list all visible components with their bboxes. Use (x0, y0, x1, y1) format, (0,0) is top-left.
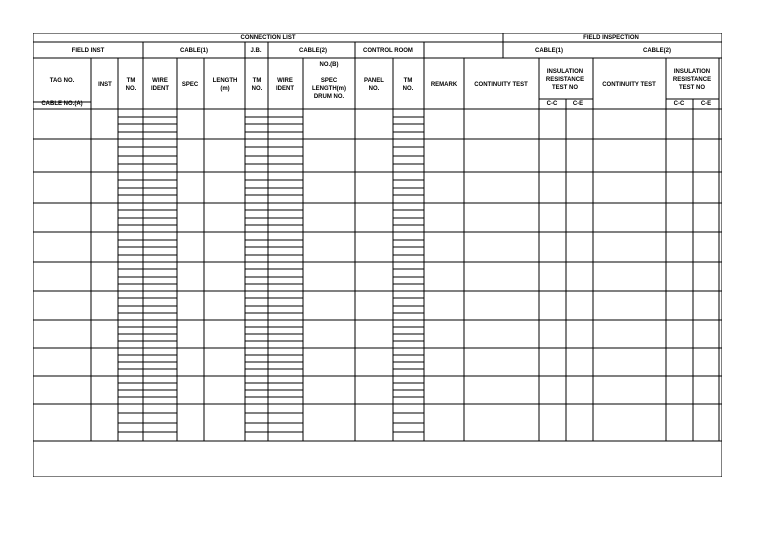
header-inst: INST (98, 82, 112, 88)
header-no-b: NO.(B) (319, 62, 339, 68)
header-jb-wire-ident: WIRE (277, 78, 293, 84)
header-insulation-2: INSULATION (673, 69, 711, 75)
header-cr-tm-no-2: NO. (402, 86, 414, 92)
field-inspection-title: FIELD INSPECTION (583, 35, 639, 41)
header-jb-tm-no: TM (252, 78, 262, 84)
header-cr-tm-no: TM (403, 78, 413, 84)
header-ce-1: C-E (572, 101, 584, 107)
header-tm-no-2: NO. (125, 86, 137, 92)
header-continuity-test-2: CONTINUITY TEST (602, 82, 656, 88)
header-cable2-spec: SPEC (320, 78, 338, 84)
header-tag-no: TAG NO. (49, 78, 75, 84)
header-panel-no-2: NO. (368, 86, 380, 92)
header-cable-no-a: CABLE NO.(A) (41, 101, 83, 107)
header-cc-2: C-C (673, 101, 685, 107)
header-continuity-test-1: CONTINUITY TEST (474, 82, 528, 88)
header-insulation-1-line3: TEST NO (551, 85, 579, 91)
header-cable2-length: LENGTH(m) (312, 86, 346, 92)
header-cable2-drum: DRUM NO. (313, 94, 345, 100)
header-jb-tm-no-2: NO. (251, 86, 263, 92)
header-insulation-1: INSULATION (546, 69, 584, 75)
header-wire-ident: WIRE (152, 78, 168, 84)
header-tm-no: TM (126, 78, 136, 84)
group-field-inst: FIELD INST (71, 48, 105, 54)
group-cable-2: CABLE(2) (299, 48, 327, 54)
header-jb-wire-ident-2: IDENT (276, 86, 294, 92)
header-length-unit: (m) (220, 86, 230, 92)
group-control-room: CONTROL ROOM (363, 48, 413, 54)
connection-list-form (33, 33, 722, 477)
header-remark: REMARK (430, 82, 458, 88)
header-insulation-2-line3: TEST NO (678, 85, 706, 91)
group-cable-1: CABLE(1) (180, 48, 208, 54)
form-grid-lines (33, 33, 722, 477)
header-insulation-1-line2: RESISTANCE (545, 77, 585, 83)
group-insp-cable-1: CABLE(1) (535, 48, 563, 54)
form-headers (41, 35, 711, 107)
header-length: LENGTH (212, 78, 238, 84)
header-spec: SPEC (181, 82, 199, 88)
header-cc-1: C-C (546, 101, 558, 107)
header-ce-2: C-E (700, 101, 712, 107)
header-wire-ident-2: IDENT (151, 86, 169, 92)
header-panel-no: PANEL (364, 78, 384, 84)
header-insulation-2-line2: RESISTANCE (672, 77, 712, 83)
connection-list-title: CONNECTION LIST (240, 35, 296, 41)
group-jb: J.B. (250, 48, 262, 54)
group-insp-cable-2: CABLE(2) (643, 48, 671, 54)
